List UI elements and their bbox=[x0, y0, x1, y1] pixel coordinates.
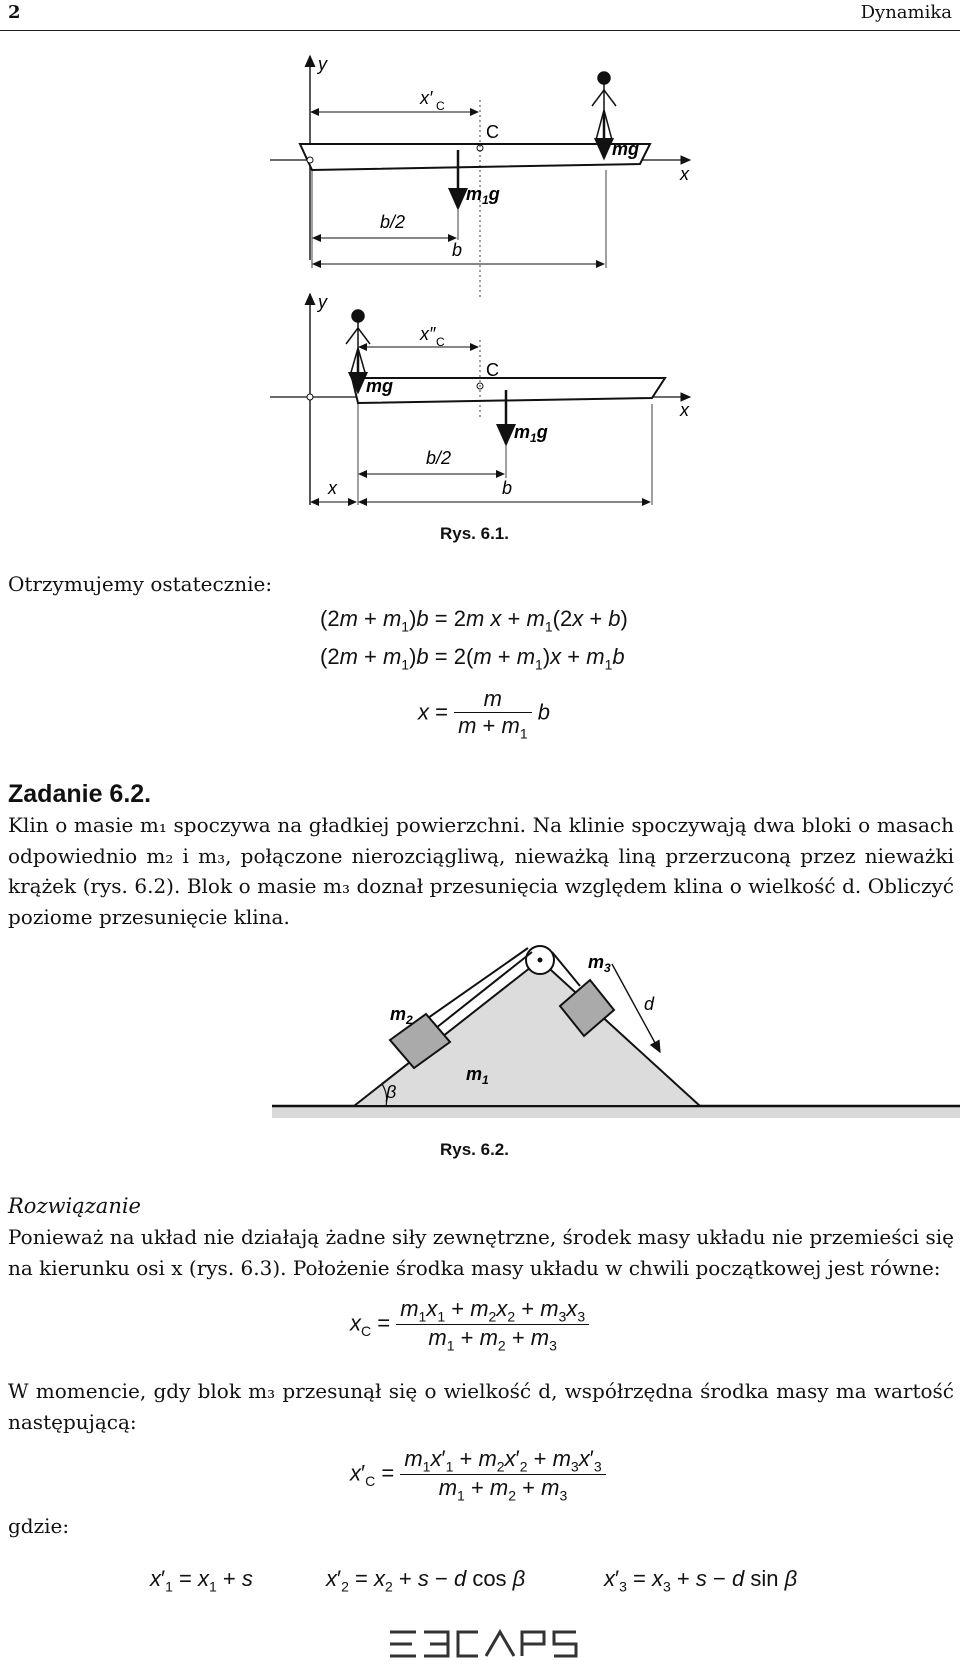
svg-text:b/2: b/2 bbox=[426, 448, 452, 468]
svg-text:m3: $m_3$ bbox=[588, 952, 611, 975]
page-number: 2 bbox=[8, 2, 21, 23]
svg-text:C: C bbox=[436, 335, 445, 349]
bottom-panel bbox=[270, 292, 690, 505]
running-header: Dynamika bbox=[860, 2, 952, 23]
svg-text:x: x bbox=[680, 400, 689, 420]
equation-1: $(2m + m_1)b = 2m$ $x + m_1(2x + b)$ bbox=[320, 606, 628, 635]
svg-text:m1g: $m_1g$ bbox=[514, 422, 548, 445]
top-panel bbox=[270, 54, 690, 300]
solution-text-2: W momencie, gdy blok m₃ przesunął się o wielkość d, współrzędna środka masy ma wartość następującą: bbox=[8, 1379, 954, 1434]
figure-caption: Rys. 6.1. bbox=[440, 524, 509, 543]
svg-text:C: C bbox=[436, 99, 445, 113]
x-axis-label: x bbox=[680, 164, 689, 184]
equation-x2: $x'_2 = x_2 + s - d$ cos β bbox=[326, 1566, 526, 1595]
solution-heading: Rozwiązanie bbox=[8, 1194, 141, 1218]
svg-text:b/2: b/2 bbox=[380, 212, 406, 232]
equation-xc: $x_C$ = $\frac{m_1x_1 + m_2x_2 + m_3x_3}{m_1 + m_2 + m_3}$ bbox=[350, 1296, 589, 1354]
svg-text:x″: x″ bbox=[420, 324, 436, 344]
svg-text:m1g: $m_1g$ bbox=[466, 184, 500, 207]
svg-text:mg: mg bbox=[366, 376, 393, 396]
svg-text:x′: x′ bbox=[420, 88, 433, 108]
equation-3: x = $\frac{m}{m + m_1}$ b bbox=[418, 686, 550, 742]
svg-text:mg: mg bbox=[612, 139, 639, 159]
section-title: Zadanie 6.2. bbox=[8, 780, 152, 808]
centre-label: C bbox=[486, 122, 499, 142]
svg-text:b: b bbox=[502, 478, 513, 498]
gdzie-label: gdzie: bbox=[8, 1514, 70, 1538]
equation-2: $(2m + m_1)b = 2(m + m_1)x + m_1b$ bbox=[320, 644, 625, 673]
publisher-logo bbox=[386, 1626, 596, 1662]
svg-text:m2: $m_2$ bbox=[390, 1004, 413, 1027]
svg-text:y: y bbox=[318, 292, 327, 312]
svg-text:C: C bbox=[486, 360, 499, 380]
svg-text:β: β bbox=[386, 1082, 397, 1102]
paragraph: Otrzymujemy ostatecznie: bbox=[8, 572, 273, 596]
equation-xc-prime: $x'_C$ = $\frac{m_1x'_1 + m_2x'_2 + m_3x'_3}{m_1 + m_2 + m_3}$ bbox=[350, 1446, 606, 1504]
equation-x1: $x'_1 = x_1 + s$ bbox=[150, 1566, 253, 1595]
header-rule bbox=[0, 30, 960, 31]
equation-x3: $x'_3 = x_3 + s - d$ sin β bbox=[604, 1566, 798, 1595]
figure-6-1 bbox=[0, 40, 960, 530]
svg-text:d: d bbox=[644, 994, 655, 1014]
svg-text:x: x bbox=[328, 478, 337, 498]
figure-6-2 bbox=[0, 935, 960, 1135]
figure-caption: Rys. 6.2. bbox=[440, 1140, 509, 1159]
svg-text:b: b bbox=[452, 240, 463, 260]
svg-text:m1: $m_1$ bbox=[466, 1064, 489, 1087]
y-axis-label: y bbox=[318, 54, 327, 74]
problem-text: Klin o masie m₁ spoczywa na gładkiej powierzchni. Na klinie spoczywają dwa bloki o masach odpowiednio m₂ i m₃, połączone nierozciągliwą, nieważką liną przerzuconą przez nieważki krążek (rys. 6.2). Blok o masie m₃ doznał przesunięcia względem klina o wielkość d. Obliczyć poziome przesunięcie klina. bbox=[8, 813, 954, 929]
solution-text: Ponieważ na układ nie działają żadne siły zewnętrzne, środek masy układu nie przemieści się na kierunku osi x (rys. 6.3). Położenie środka masy układu w chwili początkowej jest równe: bbox=[8, 1225, 954, 1280]
